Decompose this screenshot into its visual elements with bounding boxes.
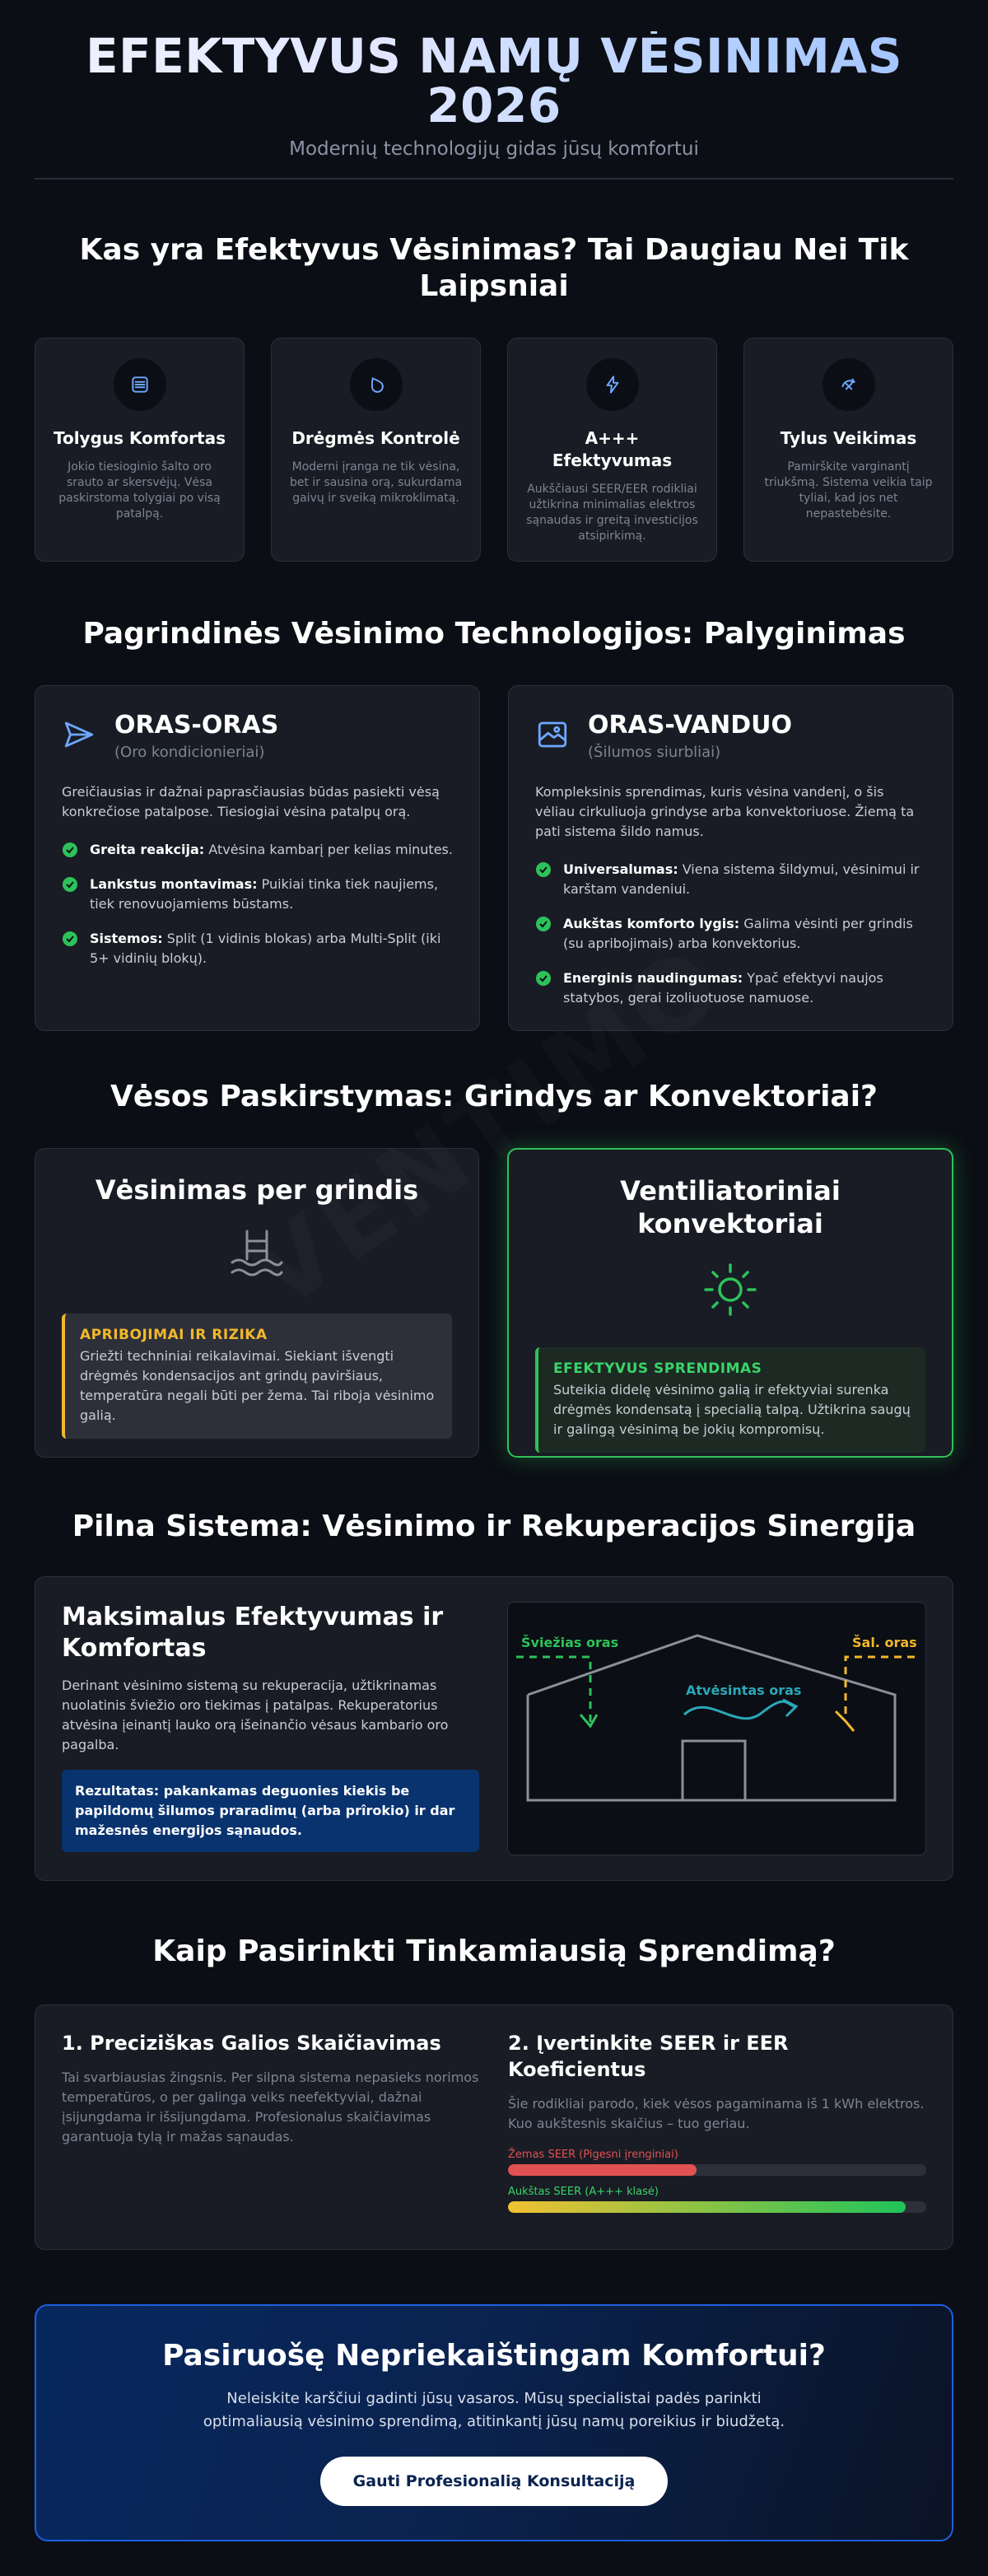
list-item xyxy=(535,968,926,1008)
list-item xyxy=(62,929,453,968)
tech-card-description: Kompleksinis sprendimas, kuris vėsina vandenį, o šis vėliau cirkuliuoja grindyse arba konvektoriuose. Žiemą ta pati sistema šildo namus. xyxy=(535,784,915,839)
tech-card-title: ORAS-ORAS xyxy=(114,711,279,740)
benefit-label: Greita reakcija: xyxy=(90,842,205,857)
feature-text: Moderni įranga ne tik vėsina, bet ir sausina orą, sukurdama gaivų ir sveiką mikroklimatą. xyxy=(289,460,463,505)
feature-card-quiet xyxy=(743,338,953,562)
benefit-text: Galima vėsinti per grindis (su apribojimais) arba konvektorius. xyxy=(563,916,913,951)
cold-air-arrow xyxy=(846,1657,915,1718)
choose-heading: 1. Preciziškas Galios Skaičiavimas xyxy=(62,2032,441,2055)
feature-text: Jokio tiesioginio šalto oro srauto ar skersvėjų. Vėsa paskirstoma tolygiai po visą patalpą. xyxy=(58,460,221,520)
tech-card-header xyxy=(62,711,453,761)
feature-title: Drėgmės Kontrolė xyxy=(291,428,460,448)
note-title: EFEKTYVUS SPRENDIMAS xyxy=(553,1360,762,1377)
benefit-label: Universalumas: xyxy=(563,861,678,877)
feature-card-comfort xyxy=(35,338,245,562)
section-title-technologies: Pagrindinės Vėsinimo Technologijos: Palyginimas xyxy=(82,617,906,651)
check-icon xyxy=(535,916,552,932)
page-subtitle: Modernių technologijų gidas jūsų komfortui xyxy=(289,138,699,160)
card-title: Vėsinimas per grindis xyxy=(95,1174,419,1206)
choose-card xyxy=(35,2004,953,2250)
page-header xyxy=(35,0,953,180)
tech-card-subtitle: (Šilumos siurbliai) xyxy=(588,744,721,761)
tech-card-title: ORAS-VANDUO xyxy=(588,711,792,740)
cooled-air-wave xyxy=(684,1701,795,1719)
house-door xyxy=(683,1741,745,1800)
feature-text: Aukščiausi SEER/EER rodikliai užtikrina minimalias elektros sąnaudas ir greitą investicijos atsipirkimą. xyxy=(526,483,698,543)
choose-heading: 2. Įvertinkite SEER ir EER Koeficientus xyxy=(508,2032,789,2081)
benefit-text: Ypač efektyvi naujos statybos, gerai izoliuotuose namuose. xyxy=(563,970,883,1006)
droplet-icon xyxy=(350,358,403,411)
page-title-line2: 2026 xyxy=(426,77,562,133)
section-title-choose: Kaip Pasirinkti Tinkamiausią Sprendimą? xyxy=(152,1934,836,1968)
check-icon xyxy=(62,842,78,858)
tech-card-header xyxy=(535,711,926,761)
fan-coil-card xyxy=(507,1148,953,1458)
page-title-line1: EFEKTYVUS NAMŲ VĖSINIMAS xyxy=(85,28,903,84)
distribution-comparison xyxy=(35,1148,953,1458)
synergy-text-block xyxy=(62,1602,479,1855)
check-icon xyxy=(535,970,552,987)
note-text: Griežti techniniai reikalavimai. Siekiant išvengti drėgmės kondensacijos ant grindų paviršiaus, temperatūra negali būti per žema. Tai riboja vėsinimo galią. xyxy=(80,1348,435,1423)
feature-grid xyxy=(35,338,953,562)
cooled-air-label: Atvėsintas oras xyxy=(686,1682,802,1698)
tech-card-air-water xyxy=(508,685,953,1031)
tech-card-subtitle: (Oro kondicionieriai) xyxy=(114,744,265,761)
section-title-what-is: Kas yra Efektyvus Vėsinimas? Tai Daugiau Nei Tik Laipsniai xyxy=(79,233,909,303)
list-item xyxy=(62,875,453,914)
header-divider xyxy=(35,178,953,180)
what-is-section xyxy=(35,232,953,562)
fresh-air-label: Šviežias oras xyxy=(521,1635,619,1650)
pool-icon xyxy=(224,1223,290,1289)
card-title: Ventiliatoriniai konvektoriai xyxy=(620,1175,841,1239)
benefit-text: Viena sistema šildymui, vėsinimui ir karštam vandeniui. xyxy=(563,861,920,897)
feature-card-efficiency xyxy=(507,338,717,562)
tech-card-air-air xyxy=(35,685,480,1031)
mute-icon xyxy=(823,358,875,411)
check-icon xyxy=(62,876,78,893)
send-icon xyxy=(62,717,96,752)
high-seer-label: Aukštas SEER (A+++ klasė) xyxy=(508,2186,659,2198)
cta-section xyxy=(35,2304,953,2541)
synergy-card xyxy=(35,1576,953,1881)
feature-title: Tolygus Komfortas xyxy=(53,428,226,448)
consultation-button[interactable]: Gauti Profesionalią Konsultaciją xyxy=(320,2457,669,2506)
technology-comparison xyxy=(35,685,953,1031)
cold-air-arrowhead xyxy=(836,1711,854,1731)
benefit-text: Split (1 vidinis blokas) arba Multi-Split (iki 5+ vidinių blokų). xyxy=(90,931,441,966)
high-seer-bar-fill xyxy=(508,2201,906,2213)
feature-text: Pamirškite varginantį triukšmą. Sistema veikia taip tyliai, kad jos net nepastebėsite. xyxy=(764,460,933,520)
distribution-section xyxy=(35,1079,953,1458)
floor-cooling-card xyxy=(35,1148,479,1458)
feature-card-humidity xyxy=(271,338,481,562)
benefit-label: Aukštas komforto lygis: xyxy=(563,916,740,931)
cta-text: Neleiskite karščiui gadinti jūsų vasaros. Mūsų specialistai padės parinkti optimaliausią vėsinimo sprendimą, atitinkantį jūsų namų poreikius ir biudžetą. xyxy=(203,2390,785,2430)
benefit-text: Puikiai tinka tiek naujiems, tiek renovuojamiems būstams. xyxy=(90,876,439,912)
low-seer-label: Žemas SEER (Pigesni įrenginiai) xyxy=(508,2149,678,2161)
tech-card-description: Greičiausias ir dažnai paprasčiausias būdas pasiekti vėsą konkrečiose patalpose. Tiesiogiai vėsina patalpų orą. xyxy=(62,784,440,819)
sun-icon xyxy=(697,1257,763,1323)
synergy-result: Rezultatas: pakankamas deguonies kiekis be papildomų šilumos praradimų (arba prîrokio) ir dar mažesnės energijos sąnaudos. xyxy=(62,1770,479,1852)
benefit-label: Energinis naudingumas: xyxy=(563,970,743,986)
synergy-section xyxy=(35,1509,953,1881)
fresh-air-arrowhead xyxy=(580,1715,597,1726)
recuperation-diagram xyxy=(507,1602,926,1855)
choose-column-power xyxy=(62,2030,480,2224)
benefit-text: Atvėsina kambarį per kelias minutes. xyxy=(204,842,453,857)
warning-note xyxy=(62,1314,452,1439)
list-item xyxy=(62,840,453,860)
technologies-section xyxy=(35,616,953,1031)
low-seer-bar-fill xyxy=(508,2164,697,2176)
cta-title: Pasiruošę Nepriekaištingam Komfortui? xyxy=(162,2339,826,2373)
section-title-synergy: Pilna Sistema: Vėsinimo ir Rekuperacijos Sinergija xyxy=(72,1510,916,1543)
benefit-label: Sistemos: xyxy=(90,931,163,946)
page-title xyxy=(35,28,953,133)
choose-column-seer xyxy=(508,2030,926,2224)
section-title-distribution: Vėsos Paskirstymas: Grindys ar Konvektoriai? xyxy=(110,1080,878,1113)
success-note xyxy=(535,1347,925,1453)
note-title: APRIBOJIMAI IR RIZIKA xyxy=(80,1327,268,1343)
tech-benefit-list xyxy=(62,840,453,968)
choose-text: Šie rodikliai parodo, kiek vėsos pagaminama iš 1 kWh elektros. Kuo aukštesnis skaičius – tuo geriau. xyxy=(508,2096,925,2131)
check-icon xyxy=(535,861,552,878)
benefit-label: Lankstus montavimas: xyxy=(90,876,258,892)
check-icon xyxy=(62,931,78,947)
feature-title: Tylus Veikimas xyxy=(780,428,917,448)
list-item xyxy=(535,914,926,954)
synergy-text: Derinant vėsinimo sistemą su rekuperacija, užtikrinamas nuolatinis šviežio oro tiekimas į patalpas. Rekuperatorius atvėsina įeinantį lauko orą išeinančio vėsaus kambario oro pagalba. xyxy=(62,1678,449,1752)
image-icon xyxy=(535,717,570,752)
note-text: Suteikia didelę vėsinimo galią ir efektyviai surenka drėgmės kondensatą į specialią talpą. Užtikrina saugų ir galingą vėsinimą be jokių kompromisų. xyxy=(553,1382,911,1437)
layers-icon xyxy=(114,358,166,411)
feature-title: A+++ Efektyvumas xyxy=(552,428,673,470)
cold-air-label: Šal. oras xyxy=(852,1635,917,1650)
list-item xyxy=(535,860,926,899)
tech-benefit-list xyxy=(535,860,926,1008)
lightning-icon xyxy=(586,358,639,411)
synergy-heading: Maksimalus Efektyvumas ir Komfortas xyxy=(62,1603,444,1663)
choose-text: Tai svarbiausias žingsnis. Per silpna sistema nepasieks norimos temperatūros, o per galinga veiks neefektyviai, dažnai įsijungdama ir išsijungdama. Profesionalus skaičiavimas garantuoja tylą ir mažas sąnaudas. xyxy=(62,2070,479,2144)
low-seer-bar xyxy=(508,2164,926,2176)
house-airflow-diagram xyxy=(508,1603,925,1836)
how-to-choose-section xyxy=(35,1934,953,2250)
high-seer-bar xyxy=(508,2201,926,2213)
